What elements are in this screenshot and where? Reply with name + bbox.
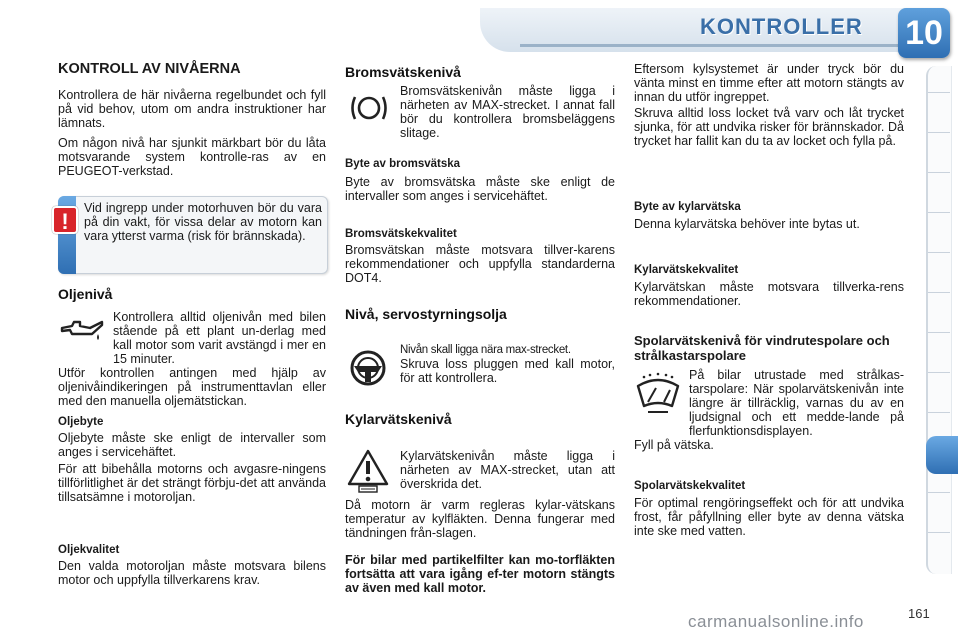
warning-exclamation-icon: ! xyxy=(52,206,78,234)
brake-change-text: Byte av bromsvätska måste ske enligt de intervaller som anges i servicehäftet. xyxy=(345,175,615,203)
washer-fluid-text: På bilar utrustade med strålkas-tarspolare: När spolarvätskenivån inte längre är tillräcklig, varnas du av en ljudsignal och ett medde-lande på flerfunktionsdisplayen. xyxy=(689,368,904,438)
coolant-quality-heading: Kylarvätskekvalitet xyxy=(634,264,739,276)
oil-can-icon xyxy=(58,318,106,346)
active-chapter-tab[interactable] xyxy=(926,436,958,474)
coolant-fan-text: Då motorn är varm regleras kylar-vätskans temperatur av kylfläkten. Denna fungerar med tändningen från-slagen. xyxy=(345,498,615,540)
cooling-pressure-text: Eftersom kylsystemet är under tryck bör du vänta minst en timme efter att motorn stängts av innan du utför ingreppet. xyxy=(634,62,904,104)
washer-quality-heading: Spolarvätskekvalitet xyxy=(634,480,746,492)
power-steering-heading: Nivå, servostyrningsolja xyxy=(345,306,507,322)
cooling-pressure-text-2: Skruva alltid loss locket två varv och låt trycket sjunka, för att undvika risker för brännskador. Då trycket har fallit kan du ta av locket och fylla på. xyxy=(634,106,904,148)
steering-wheel-icon xyxy=(348,348,388,388)
brake-circle-icon xyxy=(349,92,389,124)
tab-divider xyxy=(928,372,950,373)
power-steering-text-2: Skruva loss pluggen med kall motor, för att kontrollera. xyxy=(400,357,615,385)
brake-quality-text: Bromsvätskan måste motsvara tillver-karens rekommendationer och uppfylla standarderna DOT4. xyxy=(345,243,615,285)
oil-level-text: Kontrollera alltid oljenivån med bilen stående på ett plant un-derlag med kall motor som varit avstängd i mer en 15 minuter. xyxy=(113,310,326,366)
tab-divider xyxy=(928,92,950,93)
tab-divider xyxy=(928,492,950,493)
oil-quality-heading: Oljekvalitet xyxy=(58,544,120,556)
tab-divider xyxy=(928,252,950,253)
tab-divider xyxy=(928,292,950,293)
washer-fill-text: Fyll på vätska. xyxy=(634,438,714,452)
header-rule xyxy=(520,44,900,47)
intro-paragraph: Om någon nivå har sjunkit märkbart bör du låta motsvarande system kontrolle-ras av en PEUGEOT-verkstad. xyxy=(58,136,326,178)
watermark: carmanualsonline.info xyxy=(688,612,864,631)
warning-text: Vid ingrepp under motorhuven bör du vara på din vakt, för vissa delar av motorn kan vara ytterst varma (risk för brännskada). xyxy=(84,201,322,243)
power-steering-text: Nivån skall ligga nära max-strecket. xyxy=(400,344,571,356)
windscreen-washer-icon xyxy=(634,372,682,416)
chapter-tab-strip xyxy=(926,66,952,574)
oil-change-text-2: För att bibehålla motorns och avgasre-ningens tillförlitlighet är det strängt förbju-det att använda tillsatsämne i motoroljan. xyxy=(58,462,326,504)
brake-fluid-text: Bromsvätskenivån måste ligga i närheten av MAX-strecket. I annat fall bör du kontrollera bromsbeläggens slitage. xyxy=(400,84,615,140)
oil-level-heading: Oljenivå xyxy=(58,286,113,302)
tab-divider xyxy=(928,172,950,173)
particle-filter-notice: För bilar med partikelfilter kan mo-torfläkten fortsätta att vara igång ef-ter motorn stängts av även med kall motor. xyxy=(345,553,615,595)
page-number: 161 xyxy=(908,606,930,621)
oil-quality-text: Den valda motoroljan måste motsvara bilens motor och uppfylla tillverkarens krav. xyxy=(58,559,326,587)
oil-level-text-2: Utför kontrollen antingen med hjälp av oljenivåindikeringen på instrumenttavlan eller med den manuella oljemätstickan. xyxy=(58,366,326,408)
coolant-change-heading: Byte av kylarvätska xyxy=(634,201,741,213)
chapter-number-badge: 10 xyxy=(898,8,950,58)
brake-change-heading: Byte av bromsvätska xyxy=(345,158,461,170)
brake-quality-heading: Bromsvätskekvalitet xyxy=(345,228,457,240)
section-heading: KONTROLL AV NIVÅERNA xyxy=(58,61,241,77)
tab-divider xyxy=(928,332,950,333)
coolant-warning-icon xyxy=(346,448,390,494)
intro-paragraph: Kontrollera de här nivåerna regelbundet och fyll på vid behov, utom om andra instruktioner har lämnats. xyxy=(58,88,326,130)
coolant-level-heading: Kylarvätskenivå xyxy=(345,411,452,427)
oil-change-text: Oljebyte måste ske enligt de intervaller som anges i servicehäftet. xyxy=(58,431,326,459)
tab-divider xyxy=(928,212,950,213)
tab-divider xyxy=(928,532,950,533)
brake-fluid-heading: Bromsvätskenivå xyxy=(345,64,461,80)
chapter-title: KONTROLLER xyxy=(700,14,863,39)
coolant-change-text: Denna kylarvätska behöver inte bytas ut. xyxy=(634,217,860,231)
tab-divider xyxy=(928,132,950,133)
coolant-quality-text: Kylarvätskan måste motsvara tillverka-rens rekommendationer. xyxy=(634,280,904,308)
oil-change-heading: Oljebyte xyxy=(58,416,104,428)
tab-divider xyxy=(928,412,950,413)
column-left xyxy=(58,62,326,184)
coolant-level-text: Kylarvätskenivån måste ligga i närheten av MAX-strecket, utan att överskrida det. xyxy=(400,449,615,491)
washer-fluid-heading: Spolarvätskenivå för vindrutespolare och strålkastarspolare xyxy=(634,333,890,363)
washer-quality-text: För optimal rengöringseffekt och för att undvika frost, får påfyllning eller byte av denna vätska inte ske med vatten. xyxy=(634,496,904,538)
